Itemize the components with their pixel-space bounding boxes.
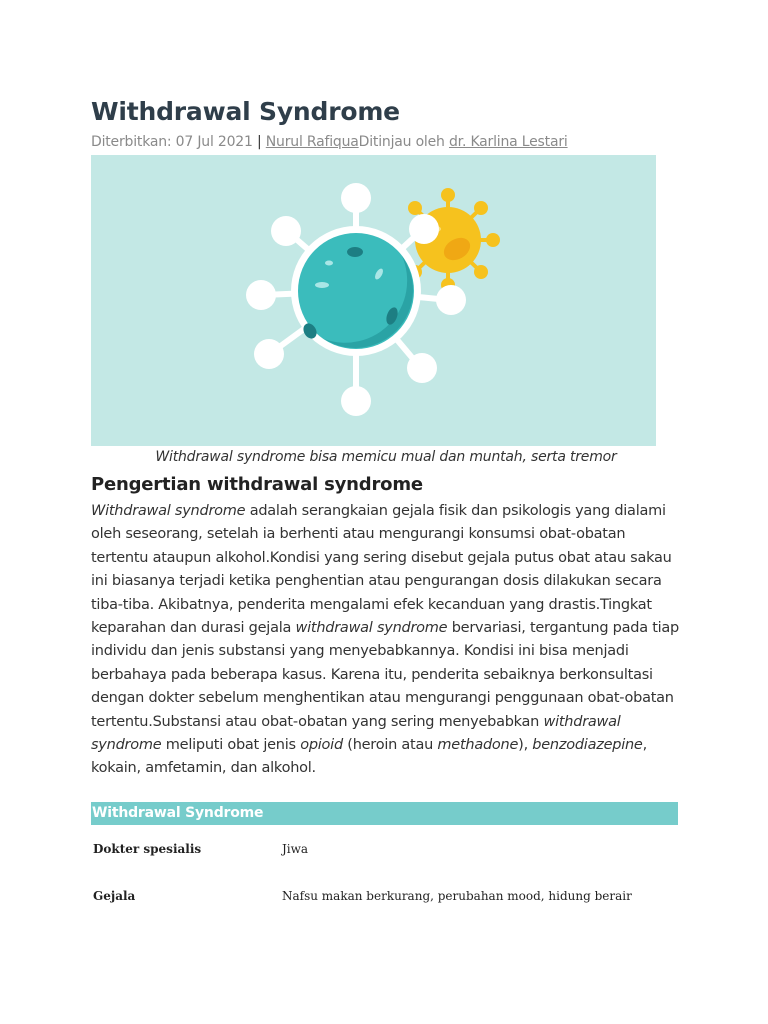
row-value: Jiwa <box>282 842 309 856</box>
reviewer-link[interactable]: dr. Karlina Lestari <box>448 134 568 150</box>
reviewed-label: Ditinjau oleh <box>358 134 445 150</box>
info-table <box>91 802 678 903</box>
term-italic: opioid <box>300 737 343 754</box>
teal-virus-icon <box>246 183 466 416</box>
image-caption: Withdrawal syndrome bisa memicu mual dan muntah, serta tremor <box>155 449 617 465</box>
text-run: bervariasi, tergantung pada tiap individu dan jenis substansi yang menyebabkannya. Kondisi ini bisa menjadi berbahaya pada beberapa kasus. Karena itu, penderita sebaiknya berkonsultasi dengan dokter sebelum menghentikan atau mengurangi penggunaan obat-obatan tertentu.Substansi atau obat-obatan yang sering menyebabkan <box>91 620 680 730</box>
text-run: (heroin atau <box>342 737 438 754</box>
text-run: adalah serangkaian gejala fisik dan psikologis yang dialami oleh seseorang, setelah ia berhenti atau mengurangi konsumsi obat-obatan tertentu ataupun alkohol.Kondisi yang sering disebut gejala putus obat atau sakau ini biasanya terjadi ketika penghentian atau pengurangan dosis dilakukan secara tiba-tiba. Akibatnya, penderita mengalami efek kecanduan yang drastis.Tingkat keparahan dan durasi gejala <box>91 503 672 637</box>
published-date: Diterbitkan: 07 Jul 2021 <box>91 134 253 150</box>
text-run: meliputi obat jenis <box>161 737 301 754</box>
author-link[interactable]: Nurul Rafiqua <box>265 134 359 150</box>
row-label: Dokter spesialis <box>93 842 202 856</box>
hero-image <box>91 155 656 446</box>
term-italic: benzodiazepine <box>532 737 643 754</box>
info-table-header: Withdrawal Syndrome <box>91 802 678 825</box>
row-label: Gejala <box>93 889 136 903</box>
row-value: Nafsu makan berkurang, perubahan mood, hidung berair <box>282 889 632 903</box>
virus-illustration <box>91 155 656 446</box>
term-italic: withdrawal syndrome <box>295 620 448 637</box>
paragraph <box>91 500 681 781</box>
term-italic: methadone <box>437 737 519 754</box>
page-title: Withdrawal Syndrome <box>91 97 400 126</box>
section-title: Pengertian withdrawal syndrome <box>91 474 423 495</box>
term-italic: Withdrawal syndrome <box>91 503 246 519</box>
text-run: , kokain, amfetamin, dan alkohol. <box>91 737 647 777</box>
term-italic: withdrawal syndrome <box>91 713 621 754</box>
meta-separator: | <box>256 134 262 150</box>
article-body <box>91 500 681 781</box>
article-meta <box>91 134 568 150</box>
text-run: ), <box>518 737 533 754</box>
